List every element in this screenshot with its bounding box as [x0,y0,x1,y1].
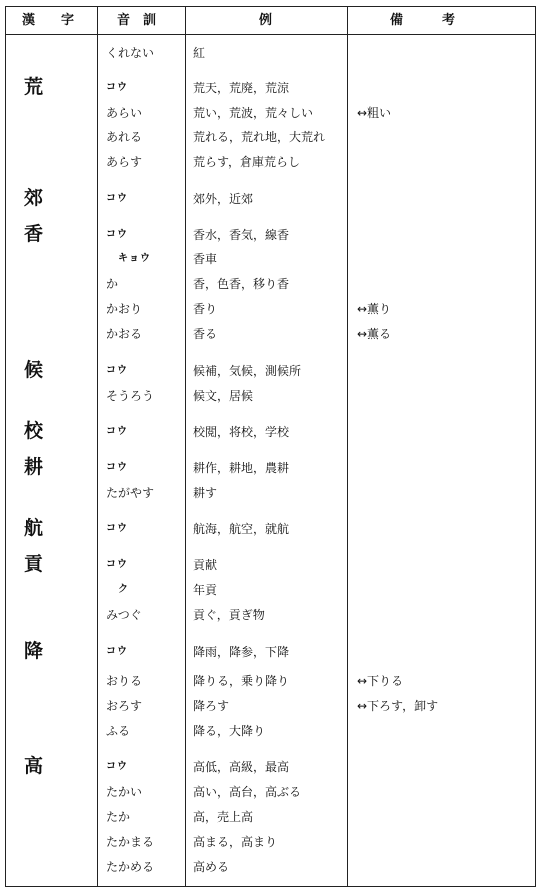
example-cell: 紅 [193,46,206,60]
kanji-char: 航 [24,517,44,539]
header-bottom-border [5,34,535,35]
reading-cell: コウ [106,365,128,376]
example-cell: 香水，香気，線香 [193,228,290,242]
example-cell: 荒天，荒廃，荒涼 [193,81,290,95]
reading-cell: たかい [106,785,143,799]
example-cell: 高まる，高まり [193,835,278,849]
example-cell: 香車 [193,252,218,266]
kanji-char: 降 [24,640,44,662]
kanji-char: 貢 [24,553,44,575]
example-cell: 降る，大降り [193,724,266,738]
column-divider-1 [97,6,98,887]
example-cell: 郊外，近郊 [193,192,254,206]
kanji-char: 香 [24,223,44,245]
reading-cell: コウ [106,646,128,657]
kanji-char: 荒 [24,76,44,98]
kanji-char: 高 [24,755,44,777]
remarks-cell: ↔薫り [357,302,392,316]
example-cell: 高低，高級，最高 [193,760,290,774]
table-top-border [5,6,535,7]
reading-cell: か [106,277,119,291]
example-cell: 高める [193,860,230,874]
example-cell: 高，売上高 [193,810,254,824]
example-cell: 航海，航空，就航 [193,522,290,536]
reading-cell: あらす [106,155,143,169]
reading-cell: みつぐ [106,608,142,622]
example-cell: 貢ぐ，貢ぎ物 [193,608,265,622]
kanji-char: 郊 [24,187,44,209]
example-cell: 降りる，乗り降り [193,674,290,688]
reading-cell: ふる [106,724,131,738]
reading-cell: あらい [106,106,143,120]
example-cell: 荒い，荒波，荒々しい [193,106,314,120]
example-cell: 耕作，耕地，農耕 [193,461,290,475]
kanji-char: 候 [24,359,44,381]
remarks-cell: ↔薫る [357,327,392,341]
reading-cell: たかまる [106,835,155,849]
reading-cell: ク [118,584,129,595]
example-cell: 降雨，降参，下降 [193,645,290,659]
kanji-char: 校 [24,420,44,442]
example-cell: 香る [193,327,218,341]
reading-cell: あれる [106,130,143,144]
example-cell: 貢献 [193,558,218,572]
header-remarks: 備 考 [390,13,456,28]
reading-cell: おりる [106,674,143,688]
reading-cell: コウ [106,229,128,240]
reading-cell: くれない [106,46,155,60]
reading-cell: コウ [106,82,128,93]
remarks-cell: ↔下りる [357,674,404,688]
table-right-border [535,6,536,887]
reading-cell: かおり [106,302,143,316]
reading-cell: そうろう [106,389,155,403]
reading-cell: たがやす [106,486,155,500]
example-cell: 荒らす，倉庫荒らし [193,155,301,169]
table-bottom-border [5,886,535,887]
example-cell: 校閲，将校，学校 [193,425,290,439]
reading-cell: コウ [106,426,128,437]
example-cell: 高い，高台，高ぶる [193,785,302,799]
reading-cell: たかめる [106,860,155,874]
reading-cell: コウ [106,761,128,772]
remarks-cell: ↔下ろす，卸す [357,699,439,713]
reading-cell: コウ [106,559,128,570]
example-cell: 荒れる，荒れ地，大荒れ [193,130,326,144]
column-divider-3 [347,6,348,887]
kanji-char: 耕 [24,456,44,478]
reading-cell: かおる [106,327,143,341]
column-divider-2 [185,6,186,887]
header-reading: 音 訓 [117,13,157,28]
table-left-border [5,6,6,887]
example-cell: 降ろす [193,699,230,713]
example-cell: 候文，居候 [193,389,254,403]
reading-cell: コウ [106,193,128,204]
example-cell: 候補，気候，測候所 [193,364,302,378]
example-cell: 耕す [193,486,218,500]
reading-cell: おろす [106,699,143,713]
reading-cell: コウ [106,523,128,534]
remarks-cell: ↔粗い [357,106,392,120]
example-cell: 香，色香，移り香 [193,277,290,291]
header-kanji: 漢 字 [22,13,75,28]
reading-cell: キョウ [118,253,151,264]
reading-cell: たか [106,810,131,824]
example-cell: 香り [193,302,218,316]
reading-cell: コウ [106,462,128,473]
header-example: 例 [259,13,273,28]
example-cell: 年貢 [193,583,218,597]
